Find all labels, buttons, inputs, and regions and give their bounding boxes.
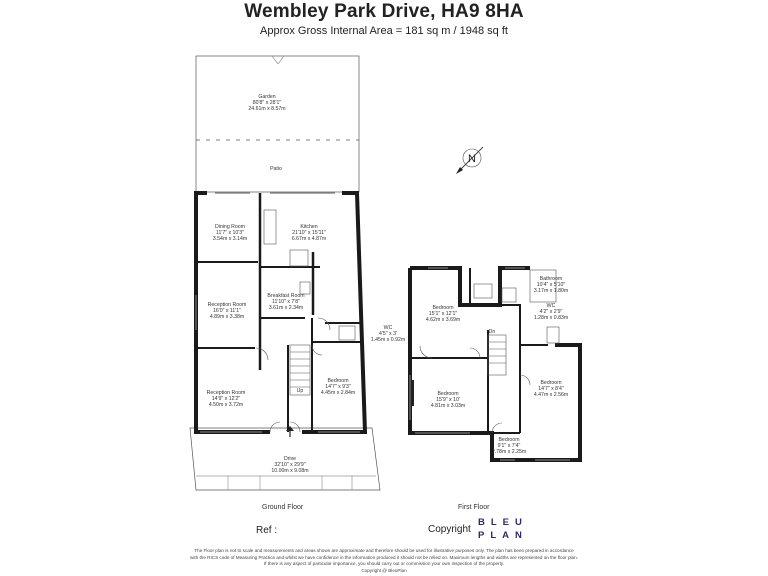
label-bed4-imperial: 9'1" x 7'4": [497, 443, 521, 449]
label-drive-imperial: 32'10" x 29'9": [274, 462, 306, 468]
ground-floor-label: Ground Floor: [262, 504, 304, 511]
label-wc-g-metric: 1.45m x 0.92m: [370, 337, 406, 343]
label-reception1-metric: 4.89m x 3.38m: [209, 314, 245, 320]
ground-floor-plan: [190, 56, 380, 490]
label-bathroom-name: Bathroom: [539, 276, 563, 282]
ref-label: Ref :: [256, 525, 278, 536]
first-floor-labels: [426, 276, 568, 455]
label-bed2-name: Bedroom: [437, 391, 459, 397]
brand-line-2: PLAN: [478, 530, 528, 541]
label-breakfast-imperial: 11'10" x 7'8": [271, 299, 301, 305]
label-garden-name: Garden: [258, 94, 276, 100]
label-bathroom-imperial: 10'4" x 5'10": [536, 282, 566, 288]
label-bed2-imperial: 15'9" x 10': [436, 397, 460, 403]
label-patio: Patio: [270, 166, 282, 172]
label-bed2-metric: 4.81m x 3.03m: [430, 403, 466, 409]
label-kitchen-name: Kitchen: [300, 224, 318, 230]
ground-floor-labels: [207, 94, 405, 474]
label-wc-f-imperial: 4'2" x 2'9": [539, 309, 563, 315]
label-bed1-name: Bedroom: [432, 305, 454, 311]
first-stairs: [488, 335, 506, 375]
label-bed3-metric: 4.47m x 2.56m: [533, 392, 569, 398]
label-drive-name: Drive: [283, 456, 297, 462]
label-bedroom-g-name: Bedroom: [327, 378, 349, 384]
label-garden-metric: 24.61m x 8.57m: [248, 106, 286, 112]
label-dining-name: Dining Room: [215, 224, 245, 230]
label-reception1-name: Reception Room: [207, 302, 247, 308]
disclaimer-line: Copyright @ BleuPlan: [361, 567, 407, 573]
label-breakfast-name: Breakfast Room: [267, 293, 305, 299]
label-kitchen-metric: 6.67m x 4.87m: [291, 236, 327, 242]
label-bed3-imperial: 14'7" x 8'4": [538, 386, 564, 392]
label-bathroom-metric: 3.17m x 1.80m: [533, 288, 569, 294]
label-bedroom-g-imperial: 14'7" x 9'3": [325, 384, 351, 390]
label-reception2-metric: 4.50m x 3.72m: [208, 402, 244, 408]
brand-logo: [478, 516, 528, 542]
disclaimer: [100, 548, 668, 574]
label-wc-f-metric: 1.28m x 0.83m: [533, 315, 569, 321]
label-wc-f-name: WC: [546, 303, 556, 309]
disclaimer-line: with the RICS code of Measuring Practice and whilst we have confidence in the information produced it should not be relied on. Maximum lengths and widths are represented on the floor plan.: [190, 554, 578, 560]
label-wc-g-imperial: 4'5" x 3': [379, 331, 397, 337]
first-floor-label: First Floor: [458, 504, 490, 511]
wardrobe-mark: [411, 380, 414, 406]
brand-line-1: BLEU: [478, 517, 528, 528]
label-reception2-imperial: 14'9" x 12'2": [211, 396, 241, 402]
label-kitchen-imperial: 21'10" x 15'11": [292, 230, 326, 236]
label-bed1-imperial: 15'1" x 12'1": [428, 311, 458, 317]
first-floor-walls: [410, 268, 580, 460]
label-dining-imperial: 11'7" x 10'3": [215, 230, 245, 236]
disclaimer-line: If there is any aspect of particular importance, you should carry out or commission your own inspection of the property.: [263, 561, 505, 567]
label-bed4-name: Bedroom: [498, 437, 520, 443]
label-drive-metric: 10.00m x 9.08m: [271, 468, 309, 474]
label-breakfast-metric: 3.61m x 2.34m: [268, 305, 304, 311]
label-reception2-name: Reception Room: [206, 390, 246, 396]
page-title: Wembley Park Drive, HA9 8HA: [244, 1, 524, 22]
label-garden-imperial: 80'8" x 28'1": [252, 100, 282, 106]
label-dn: Dn: [488, 329, 496, 335]
label-dining-metric: 3.54m x 3.14m: [212, 236, 248, 242]
disclaimer-line: The Floor plan is not to scale and measurements and areas shown are approximate and therefore should be used for illustrative purposes only. The plan has been prepared in accordance: [194, 548, 574, 553]
label-bed3-name: Bedroom: [540, 380, 562, 386]
compass: [456, 147, 483, 174]
copyright-label: Copyright: [428, 524, 471, 535]
label-bed4-metric: 2.78m x 2.25m: [491, 449, 527, 455]
compass-letter: N: [468, 153, 476, 165]
label-bedroom-g-metric: 4.45m x 2.84m: [320, 390, 356, 396]
label-reception1-imperial: 16'0" x 11'1": [212, 308, 242, 314]
page-subtitle: Approx Gross Internal Area = 181 sq m / 1948 sq ft: [260, 25, 508, 37]
label-up: Up: [296, 388, 304, 394]
label-bed1-metric: 4.62m x 3.69m: [425, 317, 461, 323]
label-wc-g-name: WC: [383, 325, 393, 331]
